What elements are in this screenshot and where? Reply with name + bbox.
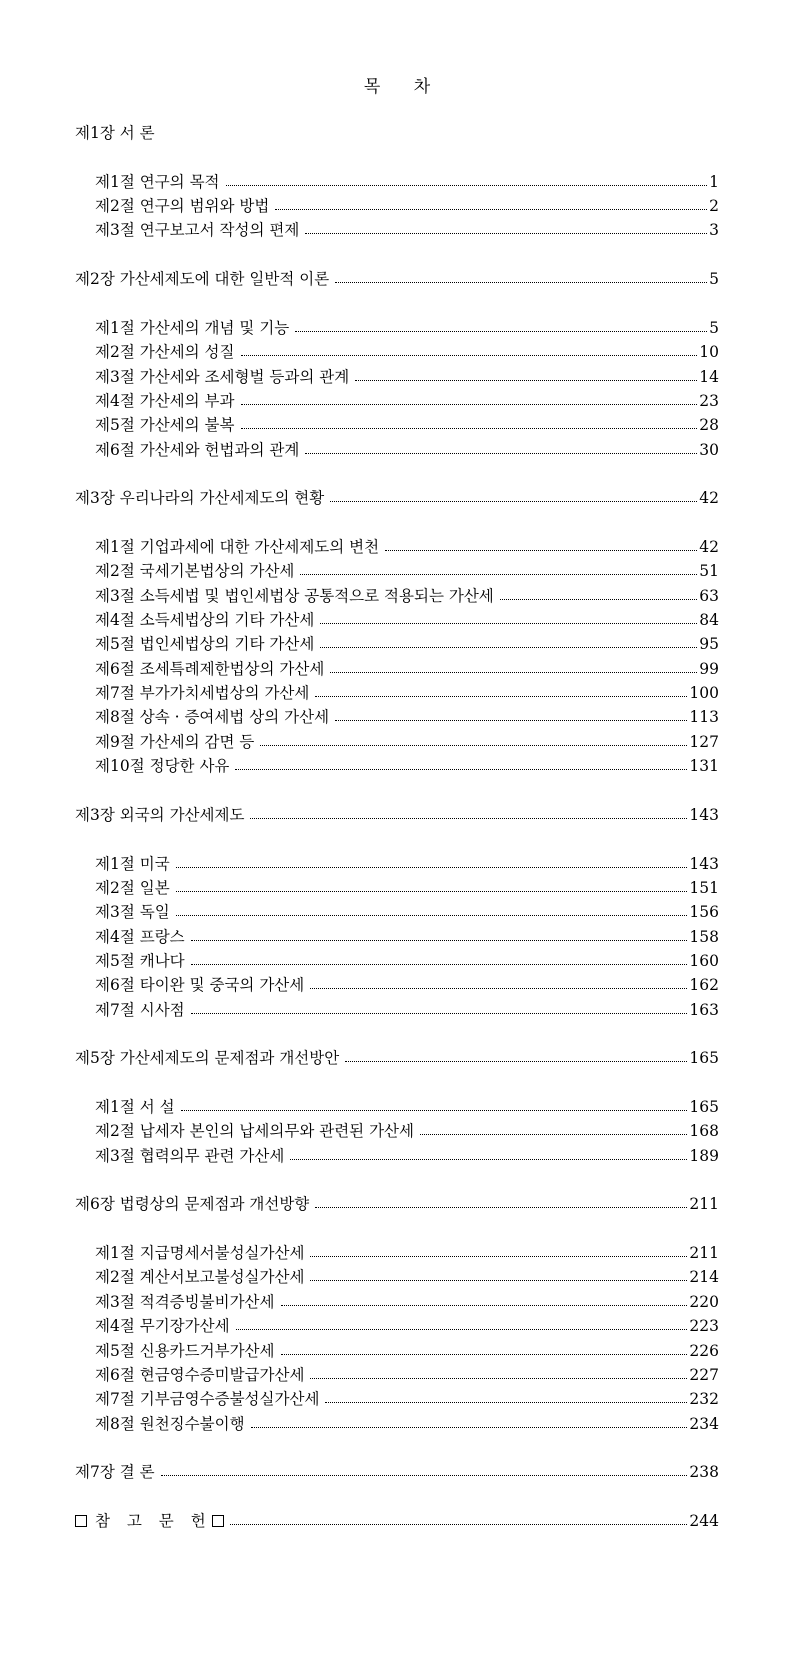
- references-entry-label: [75, 1512, 224, 1530]
- section-entry-label: 제10절 정당한 사유: [95, 757, 230, 776]
- section-entry[interactable]: [95, 362, 719, 386]
- section-entry-label: 제7절 시사점: [95, 1000, 185, 1019]
- section-entry-label: 제1절 서 설: [95, 1098, 175, 1116]
- dot-leader: [305, 452, 697, 454]
- dot-leader: [310, 1279, 687, 1281]
- chapter-entry-page: 42: [699, 489, 719, 508]
- section-entry-page: 232: [689, 1390, 719, 1409]
- section-entry-label: 제2절 계산서보고불성실가산세: [95, 1268, 305, 1287]
- section-entry[interactable]: [95, 191, 719, 215]
- section-entry[interactable]: [95, 1262, 719, 1286]
- section-entry-label: 제6절 조세특례제한법상의 가산세: [95, 659, 325, 678]
- dot-leader: [260, 744, 687, 746]
- section-entry-label: 제4절 소득세법상의 기타 가산세: [95, 611, 315, 629]
- section-entry[interactable]: [95, 629, 719, 653]
- section-entry-label: 제3절 적격증빙불비가산세: [95, 1292, 275, 1311]
- section-entry-page: 131: [689, 757, 719, 776]
- section-entry-label: 제1절 미국: [95, 854, 170, 873]
- dot-leader: [300, 573, 697, 575]
- section-entry[interactable]: [95, 386, 719, 410]
- dot-leader: [335, 281, 707, 283]
- section-entry-label: 제8절 원천징수불이행: [95, 1414, 245, 1433]
- section-entry-page: 156: [689, 903, 719, 922]
- section-entry-page: 51: [699, 562, 719, 581]
- section-entry-page: 227: [689, 1365, 719, 1384]
- section-entry-label: 제2절 국세기본법상의 가산세: [95, 562, 295, 581]
- dot-leader: [315, 1206, 687, 1208]
- section-entry-label: 제1절 가산세의 개념 및 기능: [95, 318, 290, 337]
- dot-leader: [310, 1377, 687, 1379]
- section-entry-label: 제5절 법인세법상의 기타 가산세: [95, 635, 315, 654]
- chapter-entry-page: 211: [689, 1195, 719, 1214]
- dot-leader: [500, 598, 697, 600]
- dot-leader: [176, 914, 688, 916]
- dot-leader: [310, 1255, 687, 1257]
- section-entry-page: 165: [689, 1098, 719, 1116]
- chapter-entry[interactable]: [75, 483, 719, 507]
- section-entry[interactable]: [95, 1336, 719, 1360]
- dot-leader: [236, 1328, 688, 1330]
- section-entry[interactable]: [95, 751, 719, 775]
- dot-leader: [251, 1426, 688, 1428]
- section-entry[interactable]: [95, 1238, 719, 1262]
- section-entry-page: 42: [699, 537, 719, 556]
- chapter-entry[interactable]: [75, 264, 719, 288]
- section-entry-page: 211: [689, 1244, 719, 1263]
- dot-leader: [275, 208, 707, 210]
- dot-leader: [235, 768, 687, 770]
- chapter-entry-label: 제1장 서 론: [75, 124, 155, 142]
- section-entry[interactable]: [95, 678, 719, 702]
- section-entry-page: 10: [699, 343, 719, 362]
- section-entry[interactable]: [95, 849, 719, 873]
- section-entry-label: 제1절 연구의 목적: [95, 172, 220, 191]
- dot-leader: [335, 719, 687, 721]
- section-entry-label: 제6절 타이완 및 중국의 가산세: [95, 976, 305, 995]
- toc-title: 목 차: [363, 77, 445, 97]
- section-entry[interactable]: [95, 654, 719, 678]
- section-entry[interactable]: [95, 556, 719, 580]
- section-entry-label: 제3절 가산세와 조세형벌 등과의 관계: [95, 367, 350, 386]
- section-entry[interactable]: [95, 313, 719, 337]
- section-entry-page: 158: [689, 927, 719, 946]
- section-entry-page: 28: [699, 416, 719, 435]
- chapter-entry-label: 제6장 법령상의 문제점과 개선방향: [75, 1195, 310, 1214]
- section-entry-page: 3: [709, 221, 719, 240]
- section-entry[interactable]: [95, 1141, 719, 1165]
- section-entry-label: 제7절 기부금영수증불성실가산세: [95, 1390, 320, 1409]
- section-entry[interactable]: [95, 1360, 719, 1384]
- dot-leader: [385, 549, 697, 551]
- section-entry-label: 제5절 신용카드거부가산세: [95, 1341, 275, 1360]
- section-entry-label: 제4절 무기장가산세: [95, 1317, 230, 1336]
- section-entry-label: 제2절 가산세의 성질: [95, 343, 235, 362]
- dot-leader: [320, 622, 697, 624]
- section-entry[interactable]: [95, 532, 719, 556]
- dot-leader: [325, 1401, 687, 1403]
- section-entry-page: 23: [699, 391, 719, 410]
- section-entry-page: 234: [689, 1414, 719, 1433]
- dot-leader: [315, 695, 687, 697]
- section-entry[interactable]: [95, 1116, 719, 1140]
- dot-leader: [230, 1523, 688, 1525]
- dot-leader: [241, 403, 698, 405]
- section-entry-page: 143: [689, 854, 719, 873]
- section-entry[interactable]: [95, 922, 719, 946]
- dot-leader: [305, 232, 707, 234]
- dot-leader: [241, 427, 698, 429]
- section-entry-label: 제2절 납세자 본인의 납세의무와 관련된 가산세: [95, 1122, 414, 1141]
- dot-leader: [191, 939, 688, 941]
- dot-leader: [241, 354, 698, 356]
- section-entry-page: 99: [699, 659, 719, 678]
- dot-leader: [161, 1474, 688, 1476]
- square-box-icon: [75, 1515, 87, 1527]
- dot-leader: [355, 379, 697, 381]
- section-entry-label: 제3절 협력의무 관련 가산세: [95, 1146, 285, 1165]
- dot-leader: [281, 1304, 688, 1306]
- section-entry[interactable]: [95, 897, 719, 921]
- dot-leader: [330, 500, 697, 502]
- dot-leader: [191, 1012, 688, 1014]
- chapter-entry[interactable]: [75, 800, 719, 824]
- section-entry[interactable]: [95, 727, 719, 751]
- section-entry-page: 163: [689, 1000, 719, 1019]
- dot-leader: [281, 1353, 688, 1355]
- section-entry-label: 제3절 연구보고서 작성의 편제: [95, 221, 300, 240]
- chapter-entry-page: 5: [709, 270, 719, 289]
- section-entry-label: 제8절 상속 · 증여세법 상의 가산세: [95, 708, 330, 727]
- dot-leader: [330, 671, 697, 673]
- chapter-entry-label: 제3장 외국의 가산세제도: [75, 805, 245, 824]
- section-entry[interactable]: [95, 410, 719, 434]
- section-entry-label: 제3절 소득세법 및 법인세법상 공통적으로 적용되는 가산세: [95, 586, 494, 605]
- section-entry-page: 100: [689, 684, 719, 703]
- section-entry[interactable]: [95, 435, 719, 459]
- section-entry[interactable]: [95, 1384, 719, 1408]
- section-entry-page: 95: [699, 635, 719, 654]
- section-entry[interactable]: [95, 605, 719, 629]
- section-entry-page: 226: [689, 1341, 719, 1360]
- section-entry-page: 30: [699, 440, 719, 459]
- section-entry-page: 220: [689, 1292, 719, 1311]
- section-entry-page: 127: [689, 732, 719, 751]
- chapter-entry-page: 238: [689, 1463, 719, 1482]
- section-entry-page: 223: [689, 1317, 719, 1336]
- chapter-entry[interactable]: [75, 118, 155, 142]
- dot-leader: [320, 646, 697, 648]
- section-entry-page: 168: [689, 1122, 719, 1141]
- chapter-entry[interactable]: [75, 1457, 719, 1481]
- section-entry-page: 14: [699, 367, 719, 386]
- section-entry-page: 5: [709, 318, 719, 337]
- section-entry[interactable]: [95, 995, 719, 1019]
- dot-leader: [310, 987, 687, 989]
- section-entry-page: 84: [699, 611, 719, 629]
- chapter-entry[interactable]: [75, 1043, 719, 1067]
- chapter-entry-label: 제5장 가산세제도의 문제점과 개선방안: [75, 1049, 340, 1068]
- section-entry[interactable]: [95, 1092, 719, 1116]
- section-entry[interactable]: [95, 1311, 719, 1335]
- section-entry[interactable]: [95, 1287, 719, 1311]
- section-entry-label: 제2절 연구의 범위와 방법: [95, 197, 270, 216]
- section-entry[interactable]: [95, 702, 719, 726]
- section-entry-page: 151: [689, 878, 719, 897]
- section-entry-page: 2: [709, 197, 719, 216]
- section-entry[interactable]: [95, 337, 719, 361]
- section-entry-label: 제1절 지급명세서불성실가산세: [95, 1244, 305, 1263]
- section-entry-label: 제1절 기업과세에 대한 가산세제도의 변천: [95, 537, 380, 556]
- chapter-entry-label: 제2장 가산세제도에 대한 일반적 이론: [75, 270, 330, 289]
- chapter-entry-label: 제7장 결 론: [75, 1463, 155, 1482]
- section-entry-label: 제4절 프랑스: [95, 927, 185, 946]
- section-entry-label: 제4절 가산세의 부과: [95, 391, 235, 410]
- section-entry-page: 160: [689, 951, 719, 970]
- dot-leader: [250, 817, 687, 819]
- dot-leader: [420, 1133, 687, 1135]
- dot-leader: [191, 963, 688, 965]
- section-entry[interactable]: [95, 873, 719, 897]
- section-entry[interactable]: [95, 167, 719, 191]
- square-box-icon: [212, 1515, 224, 1527]
- section-entry-label: 제7절 부가가치세법상의 가산세: [95, 684, 310, 703]
- chapter-entry[interactable]: [75, 1189, 719, 1213]
- section-entry-label: 제2절 일본: [95, 878, 170, 897]
- dot-leader: [226, 184, 708, 186]
- section-entry-label: 제9절 가산세의 감면 등: [95, 732, 255, 751]
- dot-leader: [290, 1158, 687, 1160]
- section-entry[interactable]: [95, 1409, 719, 1433]
- dot-leader: [181, 1109, 688, 1111]
- section-entry-page: 214: [689, 1268, 719, 1287]
- chapter-entry-page: 165: [689, 1049, 719, 1068]
- section-entry-label: 제5절 캐나다: [95, 951, 185, 970]
- chapter-entry-page: 143: [689, 805, 719, 824]
- dot-leader: [345, 1060, 687, 1062]
- dot-leader: [176, 890, 688, 892]
- references-entry-page: 244: [689, 1511, 719, 1530]
- section-entry-page: 1: [709, 172, 719, 191]
- section-entry[interactable]: [95, 581, 719, 605]
- references-entry[interactable]: [75, 1506, 719, 1530]
- section-entry[interactable]: [95, 215, 719, 239]
- section-entry-page: 189: [689, 1146, 719, 1165]
- dot-leader: [295, 330, 707, 332]
- references-text: 참 고 문 헌: [95, 1511, 212, 1530]
- section-entry-label: 제5절 가산세의 불복: [95, 416, 235, 435]
- section-entry[interactable]: [95, 970, 719, 994]
- section-entry-page: 63: [699, 586, 719, 605]
- section-entry[interactable]: [95, 946, 719, 970]
- section-entry-page: 113: [689, 708, 719, 727]
- chapter-entry-label: 제3장 우리나라의 가산세제도의 현황: [75, 489, 325, 508]
- section-entry-label: 제3절 독일: [95, 903, 170, 922]
- section-entry-page: 162: [689, 976, 719, 995]
- section-entry-label: 제6절 가산세와 헌법과의 관계: [95, 440, 300, 459]
- dot-leader: [176, 866, 688, 868]
- section-entry-label: 제6절 현금영수증미발급가산세: [95, 1365, 305, 1384]
